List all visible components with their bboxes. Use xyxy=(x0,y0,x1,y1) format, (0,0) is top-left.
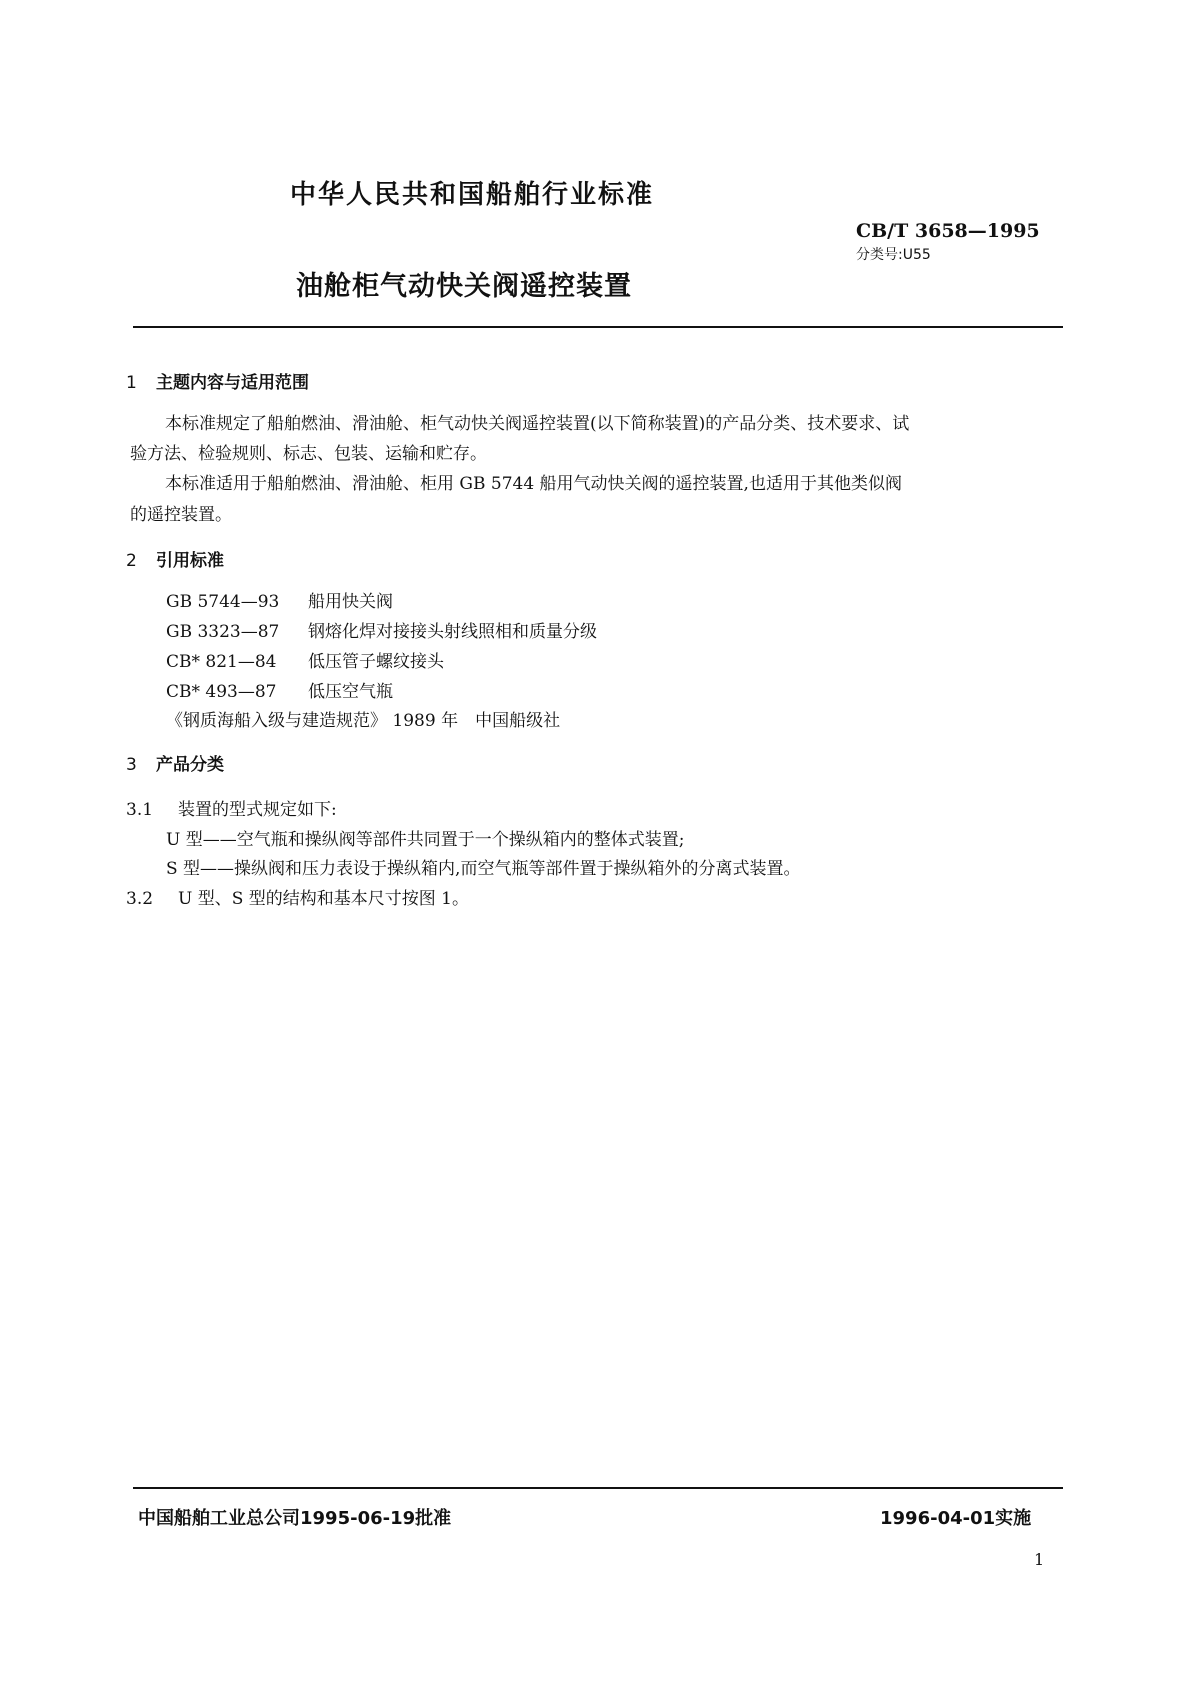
section-number: 2 xyxy=(126,551,137,571)
type-definition-u: U 型——空气瓶和操纵阀等部件共同置于一个操纵箱内的整体式装置; xyxy=(166,830,685,850)
reference-item: 《钢质海船入级与建造规范》 1989 年 中国船级社 xyxy=(166,711,561,731)
subsection-3-1 xyxy=(126,795,337,820)
reference-name: 低压管子螺纹接头 xyxy=(308,652,444,672)
reference-code: GB 5744—93 xyxy=(166,592,280,612)
subsection-3-2 xyxy=(126,884,469,909)
section-number: 1 xyxy=(126,373,137,393)
paragraph-line: 验方法、检验规则、标志、包装、运输和贮存。 xyxy=(130,444,487,464)
section-title: 产品分类 xyxy=(156,755,224,775)
document-title: 油舱柜气动快关阀遥控装置 xyxy=(296,271,632,302)
type-definition-s: S 型——操纵阀和压力表设于操纵箱内,而空气瓶等部件置于操纵箱外的分离式装置。 xyxy=(166,859,801,879)
approval-statement: 中国船舶工业总公司1995-06-19批准 xyxy=(138,1508,452,1529)
paragraph-line: 本标准规定了船舶燃油、滑油舱、柜气动快关阀遥控装置(以下简称装置)的产品分类、技术要求、试 xyxy=(165,414,910,434)
reference-name: 低压空气瓶 xyxy=(308,682,393,702)
reference-item xyxy=(166,617,597,642)
subsection-number: 3.1 xyxy=(126,800,154,820)
paragraph-line: 的遥控装置。 xyxy=(130,505,232,525)
reference-name: 船用快关阀 xyxy=(308,592,393,612)
section-title: 引用标准 xyxy=(156,551,224,571)
standard-code: CB/T 3658—1995 xyxy=(856,220,1040,242)
reference-name: 钢熔化焊对接接头射线照相和质量分级 xyxy=(308,622,597,642)
subsection-number: 3.2 xyxy=(126,889,154,909)
footer-divider xyxy=(133,1487,1063,1489)
section-3-heading xyxy=(126,750,224,775)
paragraph-line: 本标准适用于船舶燃油、滑油舱、柜用 GB 5744 船用气动快关阀的遥控装置,也适用于其他类似阀 xyxy=(165,474,902,494)
section-1-heading xyxy=(126,368,309,393)
page-number: 1 xyxy=(1034,1550,1045,1569)
subsection-text: 装置的型式规定如下: xyxy=(178,800,337,820)
reference-item xyxy=(166,677,393,702)
subsection-text: U 型、S 型的结构和基本尺寸按图 1。 xyxy=(178,889,469,909)
section-2-heading xyxy=(126,546,224,571)
reference-item xyxy=(166,587,393,612)
classification-number: 分类号:U55 xyxy=(856,247,931,263)
section-number: 3 xyxy=(126,755,137,775)
issuing-body-heading: 中华人民共和国船舶行业标准 xyxy=(290,180,655,210)
reference-item xyxy=(166,647,444,672)
reference-code: GB 3323—87 xyxy=(166,622,280,642)
implementation-date: 1996-04-01实施 xyxy=(880,1508,1032,1529)
reference-code: CB* 821—84 xyxy=(166,652,277,672)
section-title: 主题内容与适用范围 xyxy=(156,373,309,393)
reference-code: CB* 493—87 xyxy=(166,682,277,702)
header-divider xyxy=(133,326,1063,328)
